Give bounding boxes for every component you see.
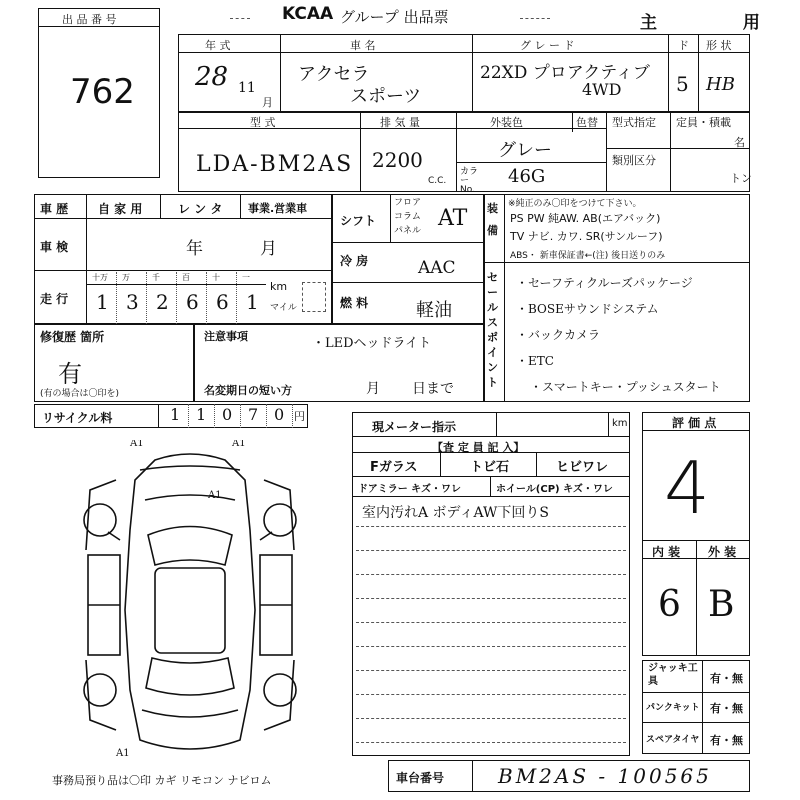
form-title: グループ 出品票 bbox=[340, 8, 449, 26]
equip-line1[interactable]: PS PW 純AW. AB(エアバック) bbox=[510, 212, 661, 225]
recycle-digit: 1 bbox=[170, 405, 181, 424]
sales-label: セールスポイント bbox=[487, 271, 498, 389]
shape-value: HB bbox=[706, 74, 735, 95]
month-unit: 月 bbox=[262, 96, 273, 109]
mileage-digit-label: 十 bbox=[212, 273, 220, 282]
inspector-comment: 室内汚れA ボディAW下回りS bbox=[362, 505, 549, 521]
equip-line3[interactable]: ABS・ 新車保証書←(注) 後日送りのみ bbox=[510, 251, 666, 261]
year-label: 年 式 bbox=[205, 39, 231, 52]
mark-a1-3: A1 bbox=[208, 490, 222, 501]
displacement-value: 2200 bbox=[372, 148, 423, 172]
mileage-digit-label: 百 bbox=[182, 273, 190, 282]
grade-line2: 4WD bbox=[582, 80, 622, 99]
model-label: 型 式 bbox=[250, 116, 276, 129]
capacity-unit-persons: 名 bbox=[734, 136, 745, 149]
month-value: 11 bbox=[238, 80, 256, 96]
score-value: 4 bbox=[664, 446, 710, 530]
mark-a1-2: A1 bbox=[232, 440, 246, 449]
shift-floor[interactable]: フロア bbox=[394, 198, 422, 208]
door-label: ド bbox=[678, 39, 689, 52]
equip-note: ※純正のみ〇印をつけて下さい。 bbox=[508, 199, 642, 209]
km-label: km bbox=[270, 280, 288, 293]
fuel-label: 燃 料 bbox=[340, 296, 369, 310]
history-rental[interactable]: レ ン タ bbox=[178, 202, 223, 216]
exterior-color-value: グレー bbox=[498, 140, 552, 161]
sales-point-item: ・セーフティクルーズパッケージ bbox=[516, 276, 693, 290]
mileage-digit: 1 bbox=[246, 290, 259, 314]
shift-column[interactable]: コラム bbox=[394, 212, 421, 222]
inspector-section-label: 【査 定 員 記 入】 bbox=[432, 441, 525, 454]
mileage-digit: 3 bbox=[126, 290, 139, 314]
mileage-digit-label: 万 bbox=[122, 273, 130, 282]
grade-line1: 22XD プロアクティブ bbox=[480, 63, 650, 83]
exterior-color-label: 外装色 bbox=[490, 116, 523, 129]
header-dash-left bbox=[230, 18, 250, 19]
interior-label: 内 装 bbox=[652, 545, 681, 559]
name-change-label: 名変期日の短い方 bbox=[204, 384, 292, 397]
name-label: 車 名 bbox=[350, 39, 376, 52]
shift-label: シフト bbox=[340, 214, 377, 228]
spare-tire-label: スペアタイヤ bbox=[646, 735, 700, 745]
recycle-digit: 0 bbox=[222, 405, 233, 424]
mileage-digit: 6 bbox=[186, 290, 199, 314]
mileage-digit: 1 bbox=[96, 290, 109, 314]
score-label: 評 価 点 bbox=[672, 416, 717, 430]
mileage-digit-label: 一 bbox=[242, 273, 250, 282]
car-name-line1: アクセラ bbox=[298, 64, 370, 85]
shift-value: AT bbox=[438, 206, 468, 231]
car-name-line2: スポーツ bbox=[350, 86, 422, 107]
recycle-digit: 7 bbox=[248, 405, 259, 424]
mile-label: マイル bbox=[270, 303, 297, 313]
repaint-label: 色替 bbox=[576, 116, 598, 129]
exterior-label: 外 装 bbox=[708, 545, 737, 559]
ac-label: 冷 房 bbox=[340, 254, 369, 268]
spare-tire-value[interactable]: 有・無 bbox=[710, 734, 743, 747]
mileage-digit: 6 bbox=[216, 290, 229, 314]
wheel-label[interactable]: ホイール(CP) キズ・ワレ bbox=[496, 484, 613, 495]
shift-panel[interactable]: パネル bbox=[394, 226, 422, 236]
brand-logo: KCAA bbox=[282, 4, 334, 24]
exterior-value: B bbox=[708, 584, 735, 625]
mile-box bbox=[302, 282, 326, 312]
chip-label[interactable]: トビ石 bbox=[470, 460, 510, 475]
inspection-month: 月 bbox=[260, 239, 277, 259]
color-no-value: 46G bbox=[508, 166, 546, 187]
ac-value: AAC bbox=[418, 258, 456, 278]
color-no-label: カラー No. bbox=[460, 167, 479, 195]
sales-point-item: ・ETC bbox=[516, 354, 554, 368]
inspection-label: 車 検 bbox=[40, 240, 69, 254]
doors-value: 5 bbox=[676, 72, 689, 96]
model-value: LDA-BM2AS bbox=[196, 152, 354, 177]
crack-label[interactable]: ヒビワレ bbox=[556, 460, 609, 475]
office-note: 事務局預り品は〇印 カギ リモコン ナビロム bbox=[52, 774, 272, 787]
recycle-digit: 0 bbox=[274, 405, 285, 424]
shape-label: 形 状 bbox=[706, 39, 732, 52]
sales-point-item: ・バックカメラ bbox=[516, 328, 601, 342]
history-private[interactable]: 自 家 用 bbox=[98, 202, 143, 216]
type-spec-label: 型式指定 bbox=[612, 116, 656, 129]
lot-number: 762 bbox=[70, 72, 135, 112]
fuel-value: 軽油 bbox=[416, 300, 452, 321]
jack-label: ジャッキ工具 bbox=[648, 663, 698, 687]
notes-value: ・LEDヘッドライト bbox=[312, 336, 432, 351]
meter-unit: km bbox=[612, 418, 628, 429]
equip-label: 装備 bbox=[487, 202, 498, 237]
sales-point-item: ・BOSEサウンドシステム bbox=[516, 302, 659, 316]
mark-a1-4: A1 bbox=[116, 748, 130, 759]
header-dash-right bbox=[520, 18, 550, 19]
recycle-label: リサイクル料 bbox=[42, 411, 113, 425]
repair-value: 有 bbox=[58, 360, 82, 388]
mark-a1-1: A1 bbox=[130, 440, 144, 449]
repair-label: 修復歴 箇所 bbox=[40, 330, 105, 344]
chassis-value: BM2AS - 100565 bbox=[498, 764, 712, 788]
cc-unit: C.C. bbox=[428, 176, 447, 186]
capacity-label: 定員・積載 bbox=[676, 116, 731, 129]
equip-line2[interactable]: TV ナビ. カワ. SR(サンルーフ) bbox=[510, 230, 663, 243]
mileage-digit-label: 千 bbox=[152, 273, 160, 282]
interior-value: 6 bbox=[658, 584, 681, 625]
car-diagram bbox=[60, 440, 320, 770]
jack-value[interactable]: 有・無 bbox=[710, 672, 743, 685]
history-label: 車 歴 bbox=[40, 202, 69, 216]
name-change-month: 月 bbox=[366, 381, 380, 397]
grade-label: グ レ ー ド bbox=[520, 39, 575, 52]
notes-label: 注意事項 bbox=[204, 330, 248, 343]
mileage-digit-label: 十万 bbox=[92, 273, 108, 282]
history-business[interactable]: 事業.営業車 bbox=[248, 202, 308, 215]
puncture-kit-value[interactable]: 有・無 bbox=[710, 702, 743, 715]
puncture-kit-label: パンクキット bbox=[646, 703, 700, 713]
meter-label: 現メーター指示 bbox=[372, 420, 457, 434]
user-label: 主 用 bbox=[640, 13, 800, 33]
f-glass-label[interactable]: Fガラス bbox=[370, 460, 418, 475]
displacement-label: 排 気 量 bbox=[380, 116, 420, 129]
lot-label: 出 品 番 号 bbox=[62, 13, 117, 26]
recycle-digit: 1 bbox=[196, 405, 207, 424]
chassis-label: 車台番号 bbox=[396, 771, 445, 785]
capacity-unit-tons: トン bbox=[730, 172, 752, 185]
mirror-label[interactable]: ドアミラー キズ・ワレ bbox=[358, 484, 461, 495]
mileage-digit: 2 bbox=[156, 290, 169, 314]
category-label: 類別区分 bbox=[612, 154, 656, 167]
repair-note: (有の場合は〇印を) bbox=[40, 389, 120, 399]
name-change-day: 日まで bbox=[412, 381, 454, 397]
sales-point-item: ・スマートキー・プッシュスタート bbox=[530, 380, 721, 394]
inspection-year: 年 bbox=[186, 239, 203, 259]
recycle-unit: 円 bbox=[294, 410, 305, 423]
year-value: 28 bbox=[195, 62, 229, 92]
mileage-label: 走 行 bbox=[40, 292, 69, 306]
